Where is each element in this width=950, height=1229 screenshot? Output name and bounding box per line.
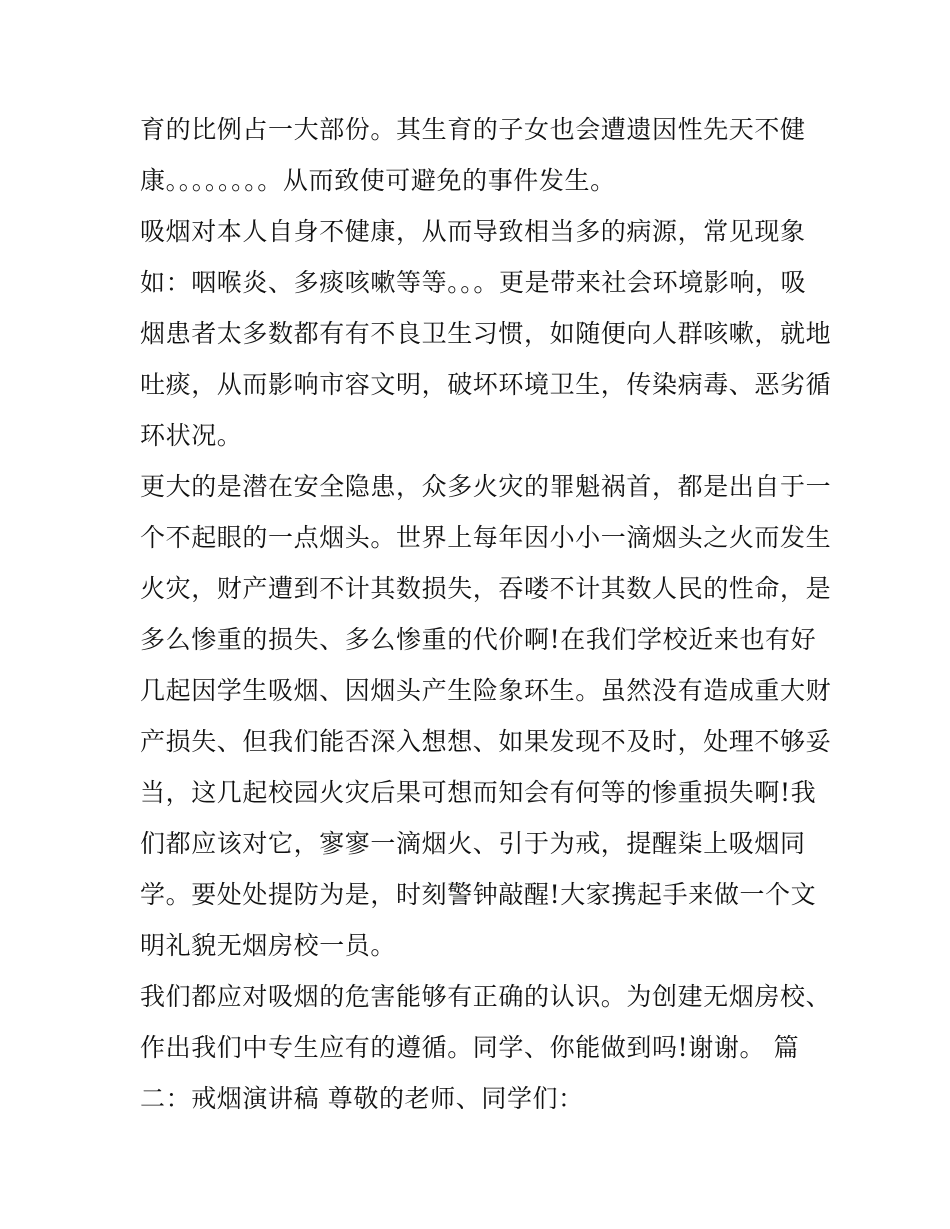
text-line: 环状况。: [140, 421, 243, 450]
text-line: 几起因学生吸烟、因烟头产生险象环生。虽然没有造成重大财: [140, 676, 832, 705]
text-line: 我们都应对吸烟的危害能够有正确的认识。为创建无烟房校、: [140, 982, 832, 1011]
text-line: 产损失、但我们能否深入想想、如果发现不及时，处理不够妥: [140, 727, 832, 756]
body-text: [140, 104, 832, 1124]
text-line: 康。。。。。。。。从而致使可避免的事件发生。: [140, 166, 616, 195]
text-line: 多么惨重的损失、多么惨重的代价啊!在我们学校近来也有好: [140, 625, 817, 654]
text-line: 当，这几起校园火灾后果可想而知会有何等的惨重损失啊!我: [140, 778, 817, 807]
text-line: 吸烟对本人自身不健康，从而导致相当多的病源，常见现象: [140, 217, 806, 246]
text-line: 烟患者太多数都有有不良卫生习惯，如随便向人群咳嗽，就地: [140, 319, 832, 348]
text-line: 更大的是潜在安全隐患，众多火灾的罪魁祸首，都是出自于一: [140, 472, 832, 501]
text-line: 学。要处处提防为是，时刻警钟敲醒!大家携起手来做一个文: [140, 880, 817, 909]
text-line: 如：咽喉炎、多痰咳嗽等等。。。更是带来社会环境影响，吸: [140, 268, 807, 297]
text-line: 个不起眼的一点烟头。世界上每年因小小一滴烟头之火而发生: [140, 523, 832, 552]
text-line: 明礼貌无烟房校一员。: [140, 931, 397, 960]
text-line: 作出我们中专生应有的遵循。同学、你能做到吗!谢谢。 篇: [140, 1033, 800, 1062]
text-line: 们都应该对它，寥寥一滴烟火、引于为戒，提醒柒上吸烟同: [140, 829, 806, 858]
text-line: 二：戒烟演讲稿 尊敬的老师、同学们：: [140, 1084, 584, 1113]
text-line: 育的比例占一大部份。其生育的子女也会遭遗因性先天不健: [140, 115, 806, 144]
text-line: 吐痰，从而影响市容文明，破坏环境卫生，传染病毒、恶劣循: [140, 370, 832, 399]
text-line: 火灾，财产遭到不计其数损失，吞喽不计其数人民的性命，是: [140, 574, 832, 603]
